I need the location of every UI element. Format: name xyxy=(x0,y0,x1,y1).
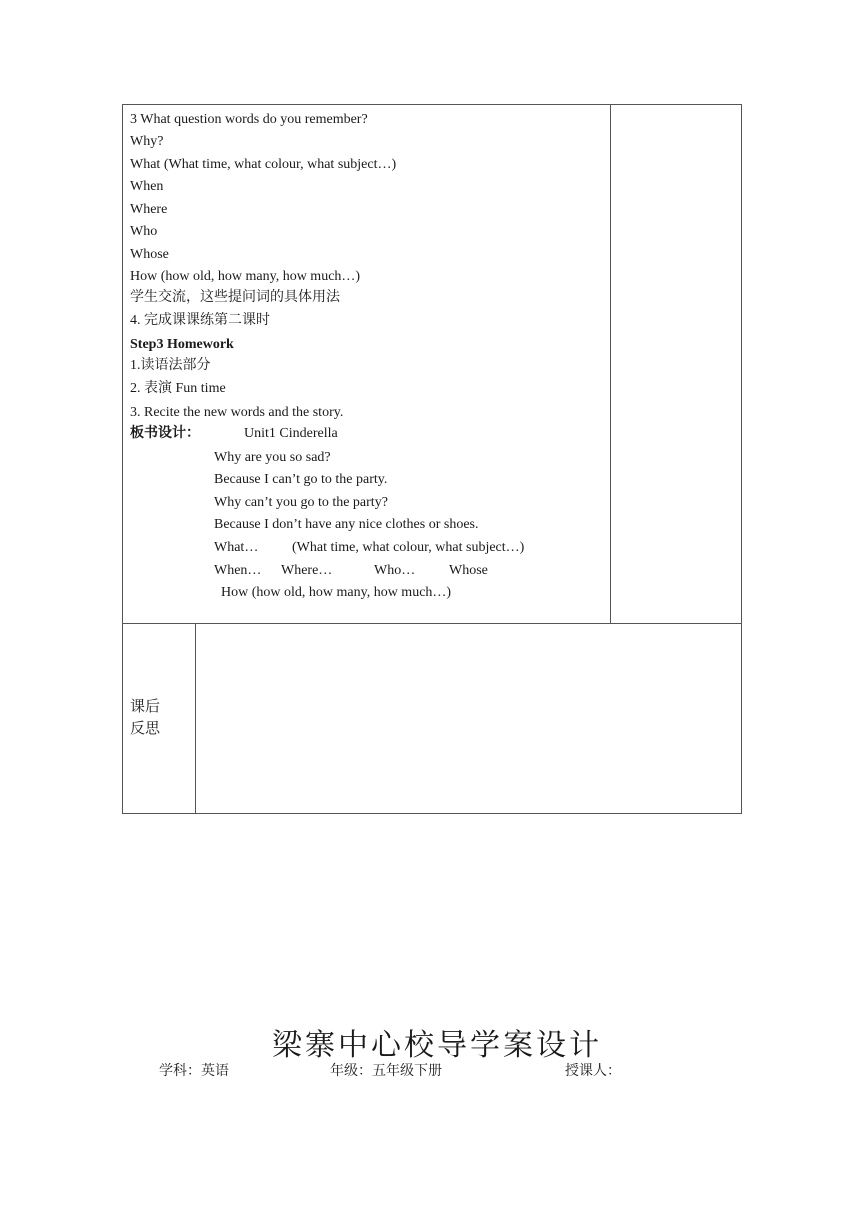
question-word-where: Where xyxy=(130,202,168,217)
question-word-how: How (how old, how many, how much…) xyxy=(130,269,361,284)
board-how: How (how old, how many, how much…) xyxy=(221,585,452,600)
board-line-4: Because I don’t have any nice clothes or shoes. xyxy=(214,517,479,532)
board-line-2: Because I can’t go to the party. xyxy=(214,472,388,487)
board-line-3: Why can’t you go to the party? xyxy=(214,495,388,510)
board-who: Who… xyxy=(374,563,416,578)
board-where: Where… xyxy=(281,563,333,578)
board-line-1: Why are you so sad? xyxy=(214,450,331,465)
workbook-task: 4. 完成课课练第二课时 xyxy=(130,313,270,328)
question-word-when: When xyxy=(130,179,164,194)
question-word-what: What (What time, what colour, what subject…) xyxy=(130,157,397,172)
document-title: 梁寨中心校导学案设计 xyxy=(272,1029,602,1062)
reflection-label-line2: 反思 xyxy=(130,721,161,737)
board-what: What… xyxy=(214,540,259,555)
board-design-label: 板书设计： xyxy=(130,426,200,441)
board-whose: Whose xyxy=(449,563,488,578)
student-exchange-note: 学生交流，这些提问词的具体用法 xyxy=(130,290,340,305)
homework-item-3: 3. Recite the new words and the story. xyxy=(130,405,344,420)
teacher-field: 授课人： xyxy=(565,1064,621,1079)
question-word-who: Who xyxy=(130,224,158,239)
step3-heading: Step3 Homework xyxy=(130,337,234,352)
reflection-label-line1: 课后 xyxy=(130,699,161,715)
subject-field: 学科：英语 xyxy=(159,1064,229,1079)
board-what-detail: (What time, what colour, what subject…) xyxy=(292,540,525,555)
reflection-column-divider xyxy=(195,623,196,814)
question-words-prompt: 3 What question words do you remember? xyxy=(130,112,368,127)
board-title: Unit1 Cinderella xyxy=(244,426,338,441)
homework-item-1: 1.读语法部分 xyxy=(130,358,211,373)
board-when: When… xyxy=(214,563,262,578)
question-word-why: Why? xyxy=(130,134,164,149)
notes-column-divider xyxy=(610,104,611,623)
grade-field: 年级：五年级下册 xyxy=(330,1064,442,1079)
row-divider xyxy=(122,623,742,624)
question-word-whose: Whose xyxy=(130,247,169,262)
homework-item-2: 2. 表演 Fun time xyxy=(130,381,226,396)
